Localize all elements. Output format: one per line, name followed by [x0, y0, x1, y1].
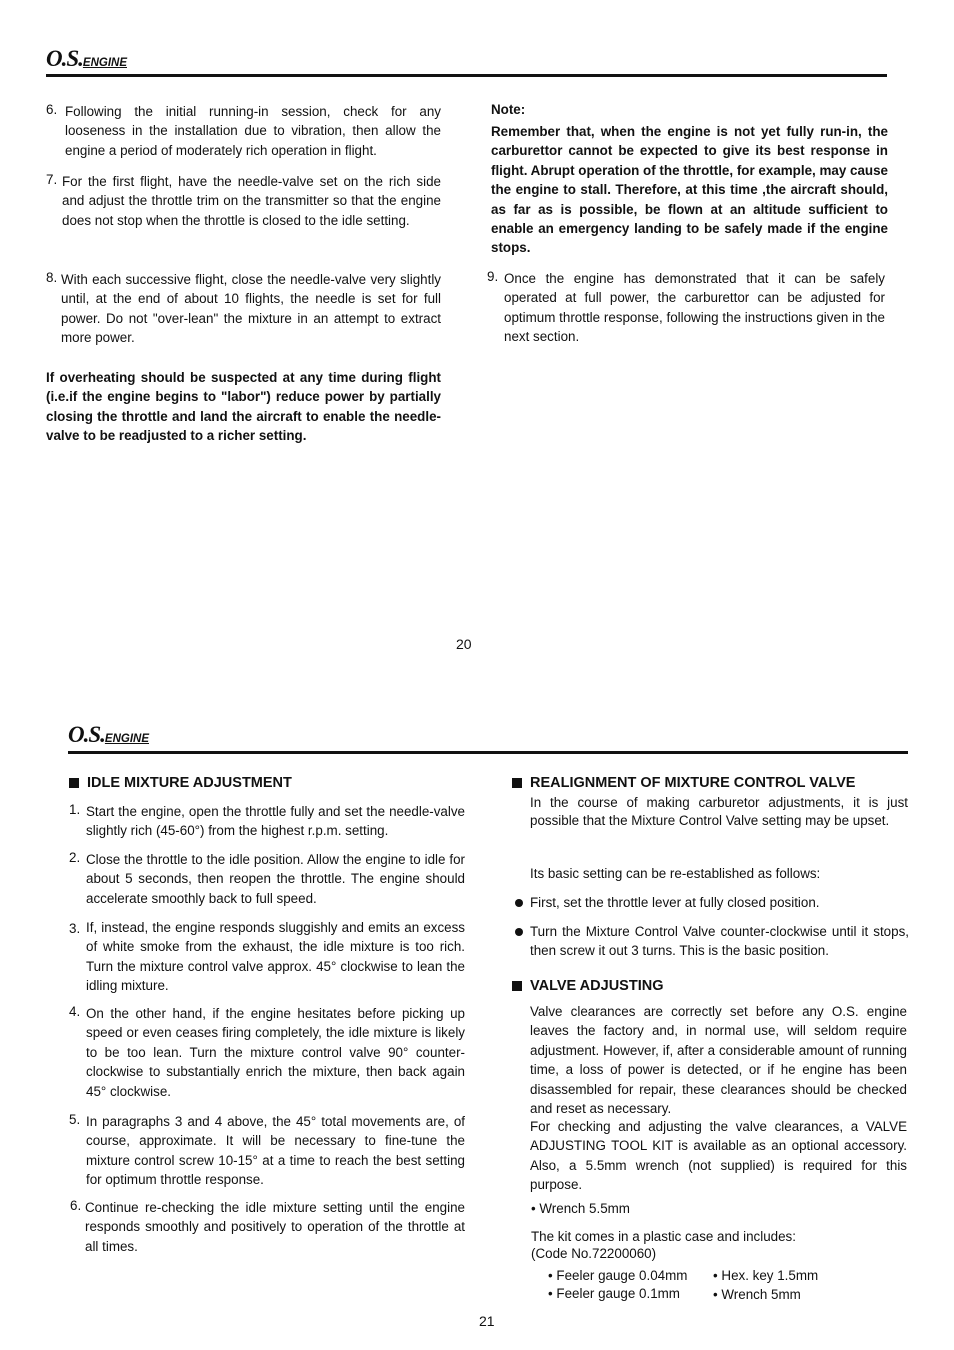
item-number: 4.	[69, 1004, 81, 1019]
bullet-item	[515, 922, 909, 961]
list-item	[46, 172, 441, 230]
item-text: With each successive flight, close the needle-valve very slightly until, at the end of about 10 flights, the needle is set for full power. Do not "over-lean" the mixture in an attempt to extract more power.	[61, 272, 441, 346]
note-title: Note:	[491, 102, 526, 117]
kit-contents-line: The kit comes in a plastic case and includes:	[531, 1229, 796, 1244]
list-item	[69, 1112, 465, 1190]
square-bullet-icon	[69, 778, 79, 788]
header-rule	[46, 74, 887, 77]
item-text: On the other hand, if the engine hesitates before picking up speed or even ceases firing completely, the idle mixture is likely to be too lean. Turn the mixture control valve 90° counter-clockwise to substantially enrich the mixture, then back again 45° clockwise.	[86, 1006, 465, 1099]
kit-item: • Feeler gauge 0.04mm	[548, 1268, 688, 1283]
list-item	[487, 269, 885, 347]
list-item	[46, 270, 441, 348]
item-number: 6.	[46, 102, 58, 117]
bullet-item	[515, 893, 909, 912]
list-item	[70, 1198, 465, 1256]
item-number: 1.	[69, 802, 81, 817]
realign-intro: In the course of making carburetor adjustments, it is just possible that the Mixture Control Valve setting may be upset.	[530, 795, 908, 828]
logo-sub: ENGINE	[104, 733, 149, 745]
item-number: 6.	[70, 1198, 82, 1213]
item-number: 2.	[69, 850, 81, 865]
logo-sub: ENGINE	[82, 57, 127, 69]
realign-basic: Its basic setting can be re-established as follows:	[530, 866, 821, 881]
item-text: If, instead, the engine responds sluggishly and emits an excess of white smoke from the exhaust, the idle mixture is too rich. Turn the mixture control valve approx. 45° clockwise to lean the idling mixture.	[86, 920, 465, 994]
square-bullet-icon	[512, 981, 522, 991]
item-number: 3.	[69, 921, 81, 936]
os-engine-logo	[68, 722, 149, 748]
overheating-warning: If overheating should be suspected at any time during flight (i.e.if the engine begins to "labor") reduce power by partially closing the throttle and land the aircraft to enable the needle-valve to be readjusted to a richer setting.	[46, 370, 441, 444]
section-heading-idle: IDLE MIXTURE ADJUSTMENT	[69, 775, 292, 791]
item-text: In paragraphs 3 and 4 above, the 45° total movements are, of course, approximate. It will be necessary to fine-tune the mixture control screw 10-15° at a time to reach the best setting for optimum throttle response.	[86, 1114, 465, 1188]
os-engine-logo	[46, 46, 127, 72]
kit-code: (Code No.72200060)	[531, 1246, 657, 1261]
kit-item: • Wrench 5mm	[713, 1287, 801, 1302]
bullet-dot-icon	[515, 928, 523, 936]
list-item	[69, 918, 465, 996]
item-number: 8.	[46, 270, 58, 285]
item-number: 9.	[487, 269, 499, 284]
item-text: Start the engine, open the throttle fully and set the needle-valve slightly rich (45-60°) from the highest r.p.m. setting.	[86, 804, 465, 839]
item-number: 7.	[46, 172, 58, 187]
note-text: Remember that, when the engine is not yet fully run-in, the carburettor cannot be expected to give its best response in flight. Abrupt operation of the throttle, for example, may cause the engine to stall. Therefore, at this time ,the aircraft should, as far as is possible, be flown at an altitude sufficient to enable an emergency landing to be safely made if the engine stops.	[491, 124, 888, 256]
list-item	[69, 802, 465, 841]
list-item	[69, 850, 465, 908]
logo-main: O.S.	[46, 46, 83, 71]
kit-item: • Feeler gauge 0.1mm	[548, 1286, 680, 1301]
item-text: Once the engine has demonstrated that it can be safely operated at full power, the carburettor can be adjusted for optimum throttle response, following the instructions given in the next section.	[504, 271, 885, 345]
item-text: Continue re-checking the idle mixture setting until the engine responds smoothly and positively to operation of the throttle at all times.	[85, 1200, 465, 1254]
item-text: Close the throttle to the idle position. Allow the engine to idle for about 5 seconds, then reopen the throttle. The engine should accelerate smoothly back to full speed.	[86, 852, 465, 906]
item-text: Following the initial running-in session, check for any looseness in the installation due to vibration, then allow the engine a period of moderately rich operation in flight.	[65, 104, 441, 158]
logo-main: O.S.	[68, 722, 105, 747]
valve-paragraph-2: For checking and adjusting the valve clearances, a VALVE ADJUSTING TOOL KIT is available as an optional accessory. Also, a 5.5mm wrench (not supplied) is required for this purpose.	[530, 1119, 907, 1193]
page-number: 20	[456, 636, 472, 652]
square-bullet-icon	[512, 778, 522, 788]
list-item	[69, 1004, 465, 1101]
item-number: 5.	[69, 1112, 81, 1127]
section-heading-valve: VALVE ADJUSTING	[512, 978, 663, 994]
section-heading-realign: REALIGNMENT OF MIXTURE CONTROL VALVE	[512, 775, 855, 791]
list-item	[46, 102, 441, 160]
bullet-text: First, set the throttle lever at fully closed position.	[530, 895, 820, 910]
page-number: 21	[479, 1313, 495, 1329]
header-rule	[68, 751, 908, 754]
wrench-requirement: • Wrench 5.5mm	[531, 1201, 630, 1216]
kit-item: • Hex. key 1.5mm	[713, 1268, 819, 1283]
valve-paragraph-1: Valve clearances are correctly set before any O.S. engine leaves the factory and, in normal use, will seldom require adjustment. However, if, after a considerable amount of running time, a loss of power is detected, or if he engine has been disassembled for repair, these clearances should be checked and reset as necessary.	[530, 1004, 907, 1117]
item-text: For the first flight, have the needle-valve set on the rich side and adjust the throttle trim on the transmitter so that the engine does not stop when the throttle is closed to the idle setting.	[62, 174, 441, 228]
bullet-dot-icon	[515, 899, 523, 907]
bullet-text: Turn the Mixture Control Valve counter-clockwise until it stops, then screw it out 3 turns. This is the basic position.	[530, 924, 909, 959]
